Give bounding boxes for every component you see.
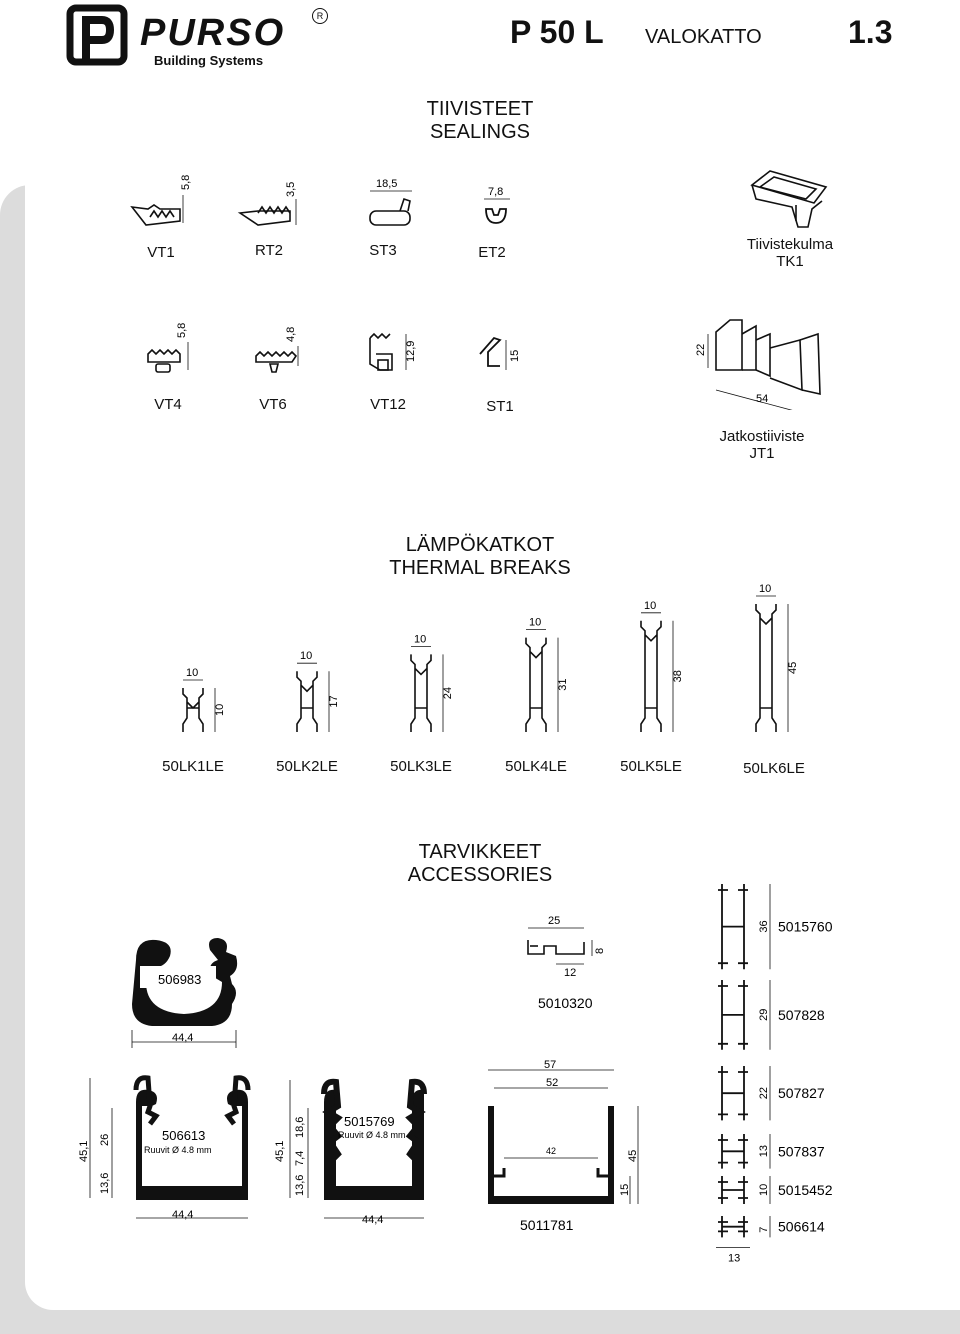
profile-507828 (718, 980, 748, 1050)
st1-label: ST1 (486, 398, 514, 415)
thermal-height-2: 17 (328, 695, 340, 708)
thermal-width-1: 10 (186, 667, 199, 679)
506983-width: 44,4 (172, 1032, 194, 1044)
et2-label: ET2 (478, 244, 506, 261)
jt1-label (719, 428, 804, 462)
thermal-title-en: THERMAL BREAKS (389, 557, 571, 579)
5011781-w-mid: 52 (546, 1077, 559, 1089)
thermal-width-6: 10 (759, 583, 772, 595)
thermal-profile-1 (183, 688, 203, 732)
5011781-h: 45 (627, 1149, 639, 1162)
jt1-label-code: JT1 (749, 445, 775, 462)
tk1-label-code: TK1 (776, 253, 804, 270)
profile-507827 (718, 1066, 748, 1120)
rt2-dim: 3,5 (285, 181, 297, 197)
5015769-h-a: 18,6 (294, 1116, 306, 1138)
code-507827: 507827 (778, 1085, 825, 1102)
50lk2le-label: 50LK2LE (276, 758, 338, 775)
dim-506614: 7 (758, 1226, 770, 1233)
code-5015760: 5015760 (778, 918, 833, 935)
dim-507827: 22 (758, 1086, 770, 1100)
5010320-width: 25 (548, 915, 561, 927)
product-name: P 50 L (510, 14, 604, 50)
thermal-height-4: 31 (557, 678, 569, 691)
sealings-row2-drawings (0, 310, 960, 410)
thermal-profile-2 (297, 671, 317, 732)
thermal-profile-4 (526, 638, 546, 732)
506613-h-low: 13,6 (99, 1172, 111, 1194)
accessories-title-fi: TARVIKKEET (418, 841, 542, 863)
profile-5011781 (488, 1070, 638, 1204)
dim-5015452: 10 (758, 1183, 770, 1196)
thermal-title (0, 534, 960, 580)
registered-mark: R (312, 8, 328, 24)
accessories-title-en: ACCESSORIES (407, 864, 553, 886)
brand-subtitle: Building Systems (154, 53, 264, 68)
thermal-height-3: 24 (442, 686, 454, 700)
5011781-w-outer: 57 (544, 1059, 557, 1071)
purso-logo-icon (66, 4, 128, 66)
vt1-label: VT1 (147, 244, 175, 261)
5010320-inner: 12 (564, 967, 577, 979)
thermal-profile-3 (411, 654, 431, 732)
thermal-width-2: 10 (300, 650, 313, 663)
brand-name: PURSO (140, 12, 286, 54)
5015769-h-c: 13,6 (294, 1174, 306, 1196)
506613-code: 506613 (162, 1128, 206, 1143)
thermal-profile-6 (756, 604, 776, 732)
st3-label: ST3 (369, 242, 397, 259)
thermal-width-4: 10 (529, 616, 542, 629)
50lk1le-label: 50LK1LE (162, 758, 224, 775)
5011781-w-inner: 42 (546, 1146, 557, 1156)
jt1-label-fi: Jatkostiiviste (719, 428, 805, 445)
tk1-label (747, 236, 833, 270)
st3-dim: 18,5 (376, 178, 398, 190)
5015769-code: 5015769 (344, 1114, 395, 1129)
thermal-width-5: 10 (644, 599, 657, 612)
5015769-screws: Ruuvit Ø 4.8 mm (338, 1130, 406, 1140)
thermal-height-1: 10 (214, 703, 226, 716)
506613-width: 44,4 (172, 1209, 194, 1221)
profile-5015769 (290, 1080, 424, 1218)
vt1-dim: 5,8 (180, 174, 192, 190)
thermal-height-5: 38 (672, 670, 684, 683)
width-506614: 13 (728, 1252, 741, 1265)
vt12-label: VT12 (370, 396, 406, 413)
vt6-dim: 4,8 (285, 326, 297, 342)
et2-dim: 7,8 (488, 186, 504, 198)
vt12-dim: 12,9 (405, 340, 417, 362)
thermal-drawings (0, 580, 960, 750)
profile-506614 (718, 1216, 748, 1237)
profile-5010320 (528, 928, 592, 964)
vt4-label: VT4 (154, 396, 182, 413)
506613-h-total: 45,1 (78, 1140, 90, 1162)
code-507828: 507828 (778, 1006, 825, 1023)
5010320-code: 5010320 (538, 995, 593, 1011)
sealings-title-en: SEALINGS (429, 121, 531, 143)
profile-507837 (718, 1134, 748, 1169)
code-5015452: 5015452 (778, 1182, 833, 1198)
code-507837: 507837 (778, 1143, 825, 1160)
506613-screws: Ruuvit Ø 4.8 mm (144, 1145, 212, 1155)
506983-code: 506983 (158, 972, 202, 987)
dim-507837: 13 (758, 1145, 770, 1158)
page-number: 1.3 (848, 14, 893, 50)
50lk3le-label: 50LK3LE (390, 758, 452, 775)
dim-507828: 29 (758, 1008, 770, 1021)
thermal-height-6: 45 (787, 661, 799, 674)
50lk6le-label: 50LK6LE (743, 760, 805, 777)
50lk4le-label: 50LK4LE (505, 758, 567, 775)
5015769-h-b: 7,4 (294, 1150, 306, 1166)
rt2-label: RT2 (254, 242, 284, 259)
50lk5le-label: 50LK5LE (620, 758, 682, 775)
dim-5015760: 36 (758, 920, 770, 933)
profile-5015760 (718, 884, 748, 969)
vt4-dim: 5,8 (176, 322, 188, 338)
tk1-label-fi: Tiivistekulma (746, 236, 834, 253)
product-description: VALOKATTO (645, 26, 762, 48)
code-506614: 506614 (778, 1218, 825, 1235)
thermal-title-fi: LÄMPÖKATKOT (405, 534, 555, 556)
vt6-label: VT6 (259, 396, 287, 413)
5015769-width: 44,4 (362, 1214, 384, 1226)
5011781-h-low: 15 (619, 1183, 631, 1196)
5010320-height: 8 (594, 947, 606, 954)
5015769-h-total: 45,1 (274, 1140, 286, 1162)
st1-dim: 15 (509, 349, 521, 362)
accessories-drawings (0, 880, 960, 1270)
sealings-title-fi: TIIVISTEET (426, 98, 534, 120)
jt1-dim-h: 22 (695, 343, 707, 356)
jt1-dim-w: 54 (756, 393, 769, 405)
thermal-profile-5 (641, 621, 661, 732)
sealings-title (0, 98, 960, 144)
5011781-code: 5011781 (520, 1217, 574, 1233)
thermal-width-3: 10 (414, 633, 427, 646)
506613-h-mid: 26 (99, 1133, 111, 1146)
profile-5015452 (718, 1176, 748, 1204)
